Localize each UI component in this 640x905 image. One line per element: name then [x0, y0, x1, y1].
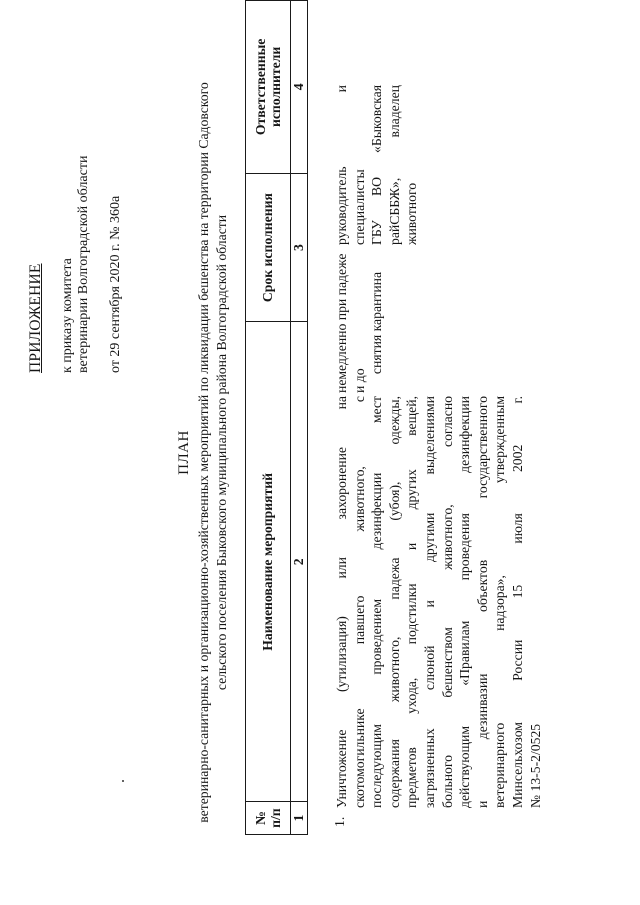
appendix-title: ПРИЛОЖЕНИЕ [27, 263, 44, 373]
term-line: снятия карантина [369, 271, 385, 375]
plan-subtitle-line-2: сельского поселения Быковского муниципального района Волгоградской области [214, 214, 229, 691]
term-line: немедленно при падеже и до [334, 253, 367, 393]
header-name: Наименование мероприятий [246, 322, 291, 802]
appendix-order-line: к приказу комитета [60, 258, 75, 373]
measure-line: загрязненных слюной и другими выделениями [421, 396, 437, 808]
measure-line: последующим проведением дезинфекции мест [369, 396, 385, 808]
table-header-row [246, 1, 291, 835]
header-num: № п/п [246, 802, 291, 835]
measure-line: ветеринарного надзора», утвержденным [492, 396, 508, 808]
measure-line: Уничтожение (утилизация) или захоронение на [334, 396, 349, 808]
header-term: Срок исполнения [246, 173, 291, 322]
plan-title: ПЛАН [176, 430, 192, 475]
measure-line: больного бешенством животного, согласно [439, 396, 455, 808]
measure-line: № 13-5-2/0525 [527, 723, 543, 808]
appendix-committee-line: ветеринарии Волгоградской области [76, 155, 91, 373]
plan-table [245, 0, 308, 835]
measure-line: Минсельхозом России 15 июля 2002 г. [509, 396, 525, 808]
executor-line: райСББЖ», владелец [386, 85, 402, 245]
measure-line: и дезинвазии объектов государственного [474, 396, 490, 808]
column-number: 3 [291, 173, 308, 322]
column-number: 1 [291, 802, 308, 835]
executor-line: животного [404, 182, 420, 245]
executor-line: руководитель и специалисты [334, 85, 367, 245]
measure-line: содержания животного, падежа (убоя), одежды, [386, 396, 402, 808]
column-number: 2 [291, 322, 308, 802]
measure-line: действующим «Правилам проведения дезинфекции [457, 396, 473, 808]
column-number-row [291, 1, 308, 835]
row-number: 1. [332, 816, 347, 827]
row-executors [333, 85, 421, 245]
row-measure-name [333, 396, 544, 808]
executor-line: ГБУ ВО «Быковская [369, 85, 385, 245]
row-term [333, 253, 386, 393]
appendix-date-line: от 29 сентября 2020 г. № 360а [108, 195, 123, 373]
measure-line: предметов ухода, подстилки и других вещей, [404, 396, 420, 808]
measure-line: скотомогильнике павшего животного, с [351, 396, 367, 808]
plan-subtitle-line-1: ветеринарно-санитарных и организационно-хозяйственных мероприятий по ликвидации бешенства на территории Садовского [196, 82, 211, 823]
scan-speck [122, 780, 124, 782]
column-number: 4 [291, 1, 308, 174]
header-executors: Ответственные исполнители [246, 1, 291, 174]
